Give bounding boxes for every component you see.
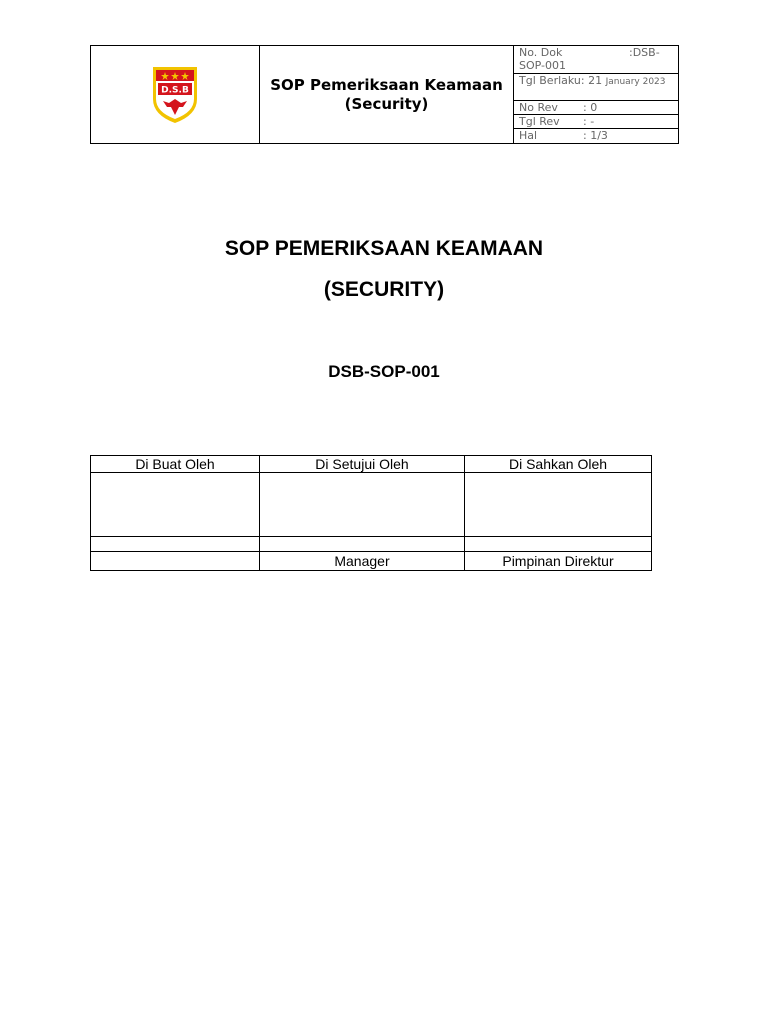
position-approved-by: Manager	[260, 552, 465, 571]
signature-space-row	[91, 473, 652, 537]
meta-no-dok-label: No. Dok	[519, 46, 563, 59]
meta-tgl-berlaku-month-year: January 2023	[605, 77, 666, 87]
meta-no-dok-value: :DSB-SOP-001	[519, 46, 660, 72]
meta-hal-value: : 1/3	[583, 129, 608, 142]
position-ratified-by: Pimpinan Direktur	[465, 552, 652, 571]
header-meta-cell	[514, 46, 679, 144]
name-approved-by	[260, 537, 465, 552]
meta-tgl-rev-label: Tgl Rev	[519, 115, 560, 128]
name-made-by	[91, 537, 260, 552]
position-made-by	[91, 552, 260, 571]
dsb-logo-icon	[147, 61, 203, 125]
header-title-cell	[260, 46, 514, 144]
signature-space-approved-by	[260, 473, 465, 537]
meta-hal	[514, 129, 678, 143]
meta-hal-label: Hal	[519, 129, 538, 142]
meta-no-rev-label: No Rev	[519, 101, 558, 114]
document-code: DSB-SOP-001	[328, 362, 440, 381]
header-title-line1: SOP Pemeriksaan Keamaan	[270, 75, 503, 94]
signature-space-made-by	[91, 473, 260, 537]
logo-cell	[91, 46, 260, 144]
signature-space-ratified-by	[465, 473, 652, 537]
col-header-approved-by: Di Setujui Oleh	[260, 456, 465, 473]
document-header-table	[90, 45, 679, 144]
meta-tgl-rev-value: : -	[583, 115, 595, 128]
meta-tgl-berlaku-label: Tgl Berlaku:	[519, 74, 585, 87]
meta-tgl-berlaku	[514, 74, 678, 101]
logo-lettering: D.S.B	[161, 85, 189, 95]
name-ratified-by	[465, 537, 652, 552]
signature-table	[90, 455, 652, 571]
signature-header-row	[91, 456, 652, 473]
col-header-ratified-by: Di Sahkan Oleh	[465, 456, 652, 473]
document-title-line1: SOP PEMERIKSAAN KEAMAAN	[224, 237, 544, 260]
meta-no-dok	[514, 46, 678, 74]
meta-tgl-rev	[514, 115, 678, 129]
meta-no-rev-value: : 0	[583, 101, 598, 114]
header-title-line2: (Security)	[344, 94, 429, 113]
signature-position-row	[91, 552, 652, 571]
signature-name-row	[91, 537, 652, 552]
col-header-made-by: Di Buat Oleh	[91, 456, 260, 473]
document-title-line2: (SECURITY)	[323, 278, 445, 301]
meta-tgl-berlaku-day: 21	[588, 74, 603, 87]
meta-no-rev	[514, 101, 678, 115]
